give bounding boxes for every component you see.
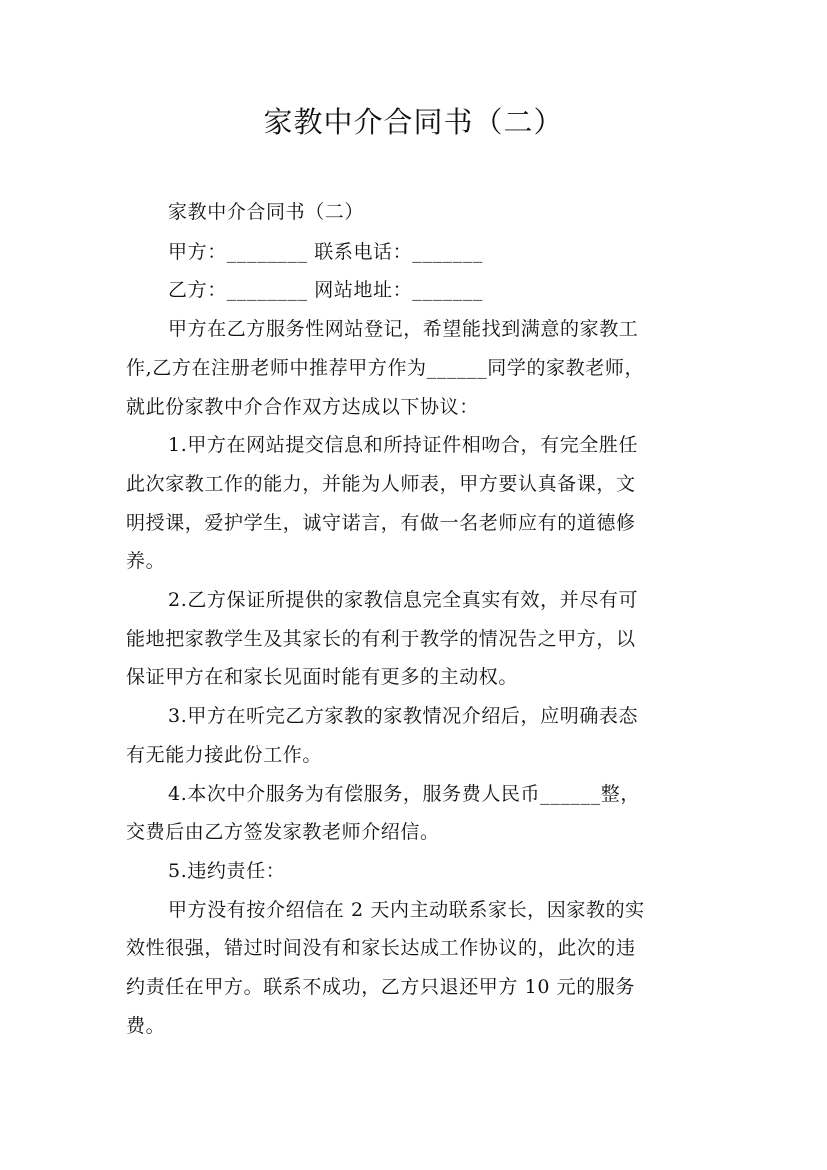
document-title: 家教中介合同书（二） (263, 105, 564, 139)
subtitle: 家教中介合同书（二） (168, 201, 365, 223)
intro-line: 甲方在乙方服务性网站登记，希望能找到满意的家教工 (168, 318, 639, 340)
clause-5-line: 效性很强，错过时间没有和家长达成工作协议的，此次的违 (126, 937, 636, 959)
clause-1-line: 此次家教工作的能力，并能为人师表，甲方要认真备课，文 (126, 473, 636, 495)
clause-2-line: 能地把家教学生及其家长的有利于教学的情况告之甲方，以 (126, 628, 636, 650)
party-a-line: 甲方：________ 联系电话：_______ (168, 241, 483, 263)
clause-2-line: 保证甲方在和家长见面时能有更多的主动权。 (126, 666, 519, 688)
clause-2-line: 2.乙方保证所提供的家教信息完全真实有效，并尽有可 (168, 589, 639, 611)
clause-1-line: 养。 (126, 550, 166, 572)
clause-4-line: 4.本次中介服务为有偿服务，服务费人民币______整， (168, 783, 640, 805)
clause-1-line: 1.甲方在网站提交信息和所持证件相吻合，有完全胜任 (168, 434, 639, 456)
clause-5-heading: 5.违约责任： (168, 860, 286, 882)
clause-3-line: 3.甲方在听完乙方家教的家教情况介绍后，应明确表态 (168, 705, 639, 727)
intro-line: 就此份家教中介合作双方达成以下协议： (126, 396, 479, 418)
clause-3-line: 有无能力接此份工作。 (126, 744, 323, 766)
clause-5-line: 约责任在甲方。联系不成功，乙方只退还甲方 10 元的服务 (126, 976, 636, 998)
clause-5-line: 甲方没有按介绍信在 2 天内主动联系家长，因家教的实 (168, 899, 645, 921)
clause-1-line: 明授课，爱护学生，诚守诺言，有做一名老师应有的道德修 (126, 512, 636, 534)
clause-5-line: 费。 (126, 1015, 166, 1037)
party-b-line: 乙方：________ 网站地址：_______ (168, 279, 483, 301)
clause-4-line: 交费后由乙方签发家教老师介绍信。 (126, 821, 440, 843)
intro-line: 作,乙方在注册老师中推荐甲方作为______同学的家教老师， (126, 357, 645, 379)
